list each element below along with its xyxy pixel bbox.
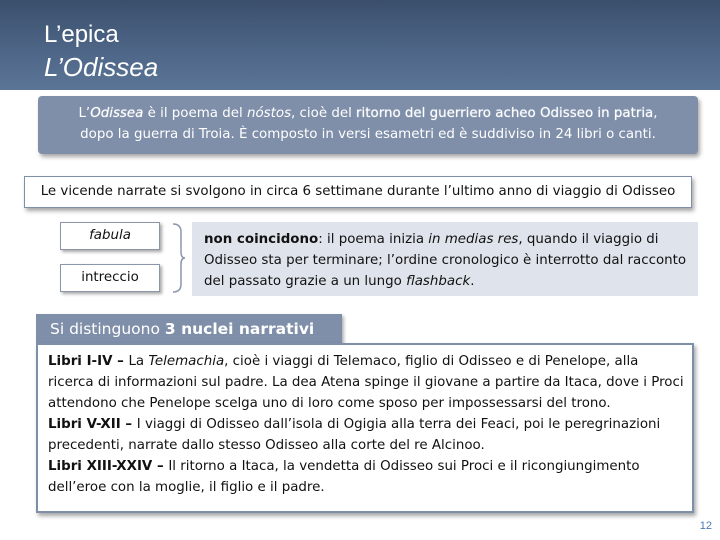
slide-title: L’epica xyxy=(44,21,119,48)
page-number: 12 xyxy=(699,520,712,532)
coincidono-text: , quando il viaggio di Odisseo sta per terminare; l’ordine cronologico è interrotto dal racconto del passato grazie a un lungo xyxy=(204,232,687,289)
libri-text: Il ritorno a Itaca, la vendetta di Odisseo sui Proci e il ricongiungimento dell’eroe con la moglie, il figlio e il padre. xyxy=(48,459,640,495)
libri-telemachia: Telemachia xyxy=(148,354,225,369)
intro-box xyxy=(38,96,698,154)
intro-text: L’ xyxy=(78,106,91,121)
title-banner xyxy=(0,0,720,90)
intro-line-1 xyxy=(38,103,698,124)
libri-text: I viaggi di Odisseo dall’isola di Ogigia alla terra dei Feaci, poi le peregrinazioni precedenti, narrate dallo stesso Odisseo alla corte del re Alcinoo. xyxy=(48,417,661,453)
intro-line-2: dopo la guerra di Troia. È composto in versi esametri ed è suddiviso in 24 libri o canti. xyxy=(80,127,656,142)
coincidono-box xyxy=(192,222,698,296)
intro-text: , xyxy=(653,106,658,121)
coincidono-italic: in medias res xyxy=(428,232,519,247)
intro-text: , cioè del xyxy=(291,106,357,121)
libri-item-3 xyxy=(48,456,684,498)
coincidono-text: : il poema inizia xyxy=(318,232,429,247)
libri-heading: Libri I-IV – xyxy=(48,354,129,369)
nuclei-text: Si distinguono xyxy=(50,320,165,338)
intro-nostos: nóstos xyxy=(246,106,292,121)
fabula-box: fabula xyxy=(60,222,160,250)
libri-item-1 xyxy=(48,351,684,414)
libri-text: La xyxy=(128,354,149,369)
nuclei-bold: 3 nuclei narrativi xyxy=(164,320,315,338)
libri-heading: Libri XIII-XXIV – xyxy=(48,459,169,474)
coincidono-text: . xyxy=(470,274,475,289)
libri-item-2 xyxy=(48,414,684,456)
vicende-box: Le vicende narrate si svolgono in circa 6 settimane durante l’ultimo anno di viaggio di Odisseo xyxy=(24,176,692,208)
intro-text: è il poema del xyxy=(143,106,247,121)
slide-subtitle: L’Odissea xyxy=(44,52,159,82)
coincidono-bold: non coincidono xyxy=(204,232,319,247)
coincidono-flashback: flashback xyxy=(406,274,471,289)
intro-odissea: Odissea xyxy=(90,106,144,121)
intro-highlight: ritorno del guerriero acheo Odisseo in patria xyxy=(356,106,654,121)
libri-text: , cioè i viaggi di Telemaco, figlio di Odisseo e di Penelope, alla ricerca di informazioni sul padre. La dea Atena spinge il giovane a partire da Itaca, dove i Proci attendono che Penelope scelga uno di loro come sposo per impossessarsi del trono. xyxy=(48,354,684,411)
right-brace xyxy=(172,222,186,294)
libri-box xyxy=(36,343,694,513)
nuclei-heading xyxy=(36,314,342,344)
intreccio-box: intreccio xyxy=(60,264,160,292)
libri-heading: Libri V-XII – xyxy=(48,417,137,432)
